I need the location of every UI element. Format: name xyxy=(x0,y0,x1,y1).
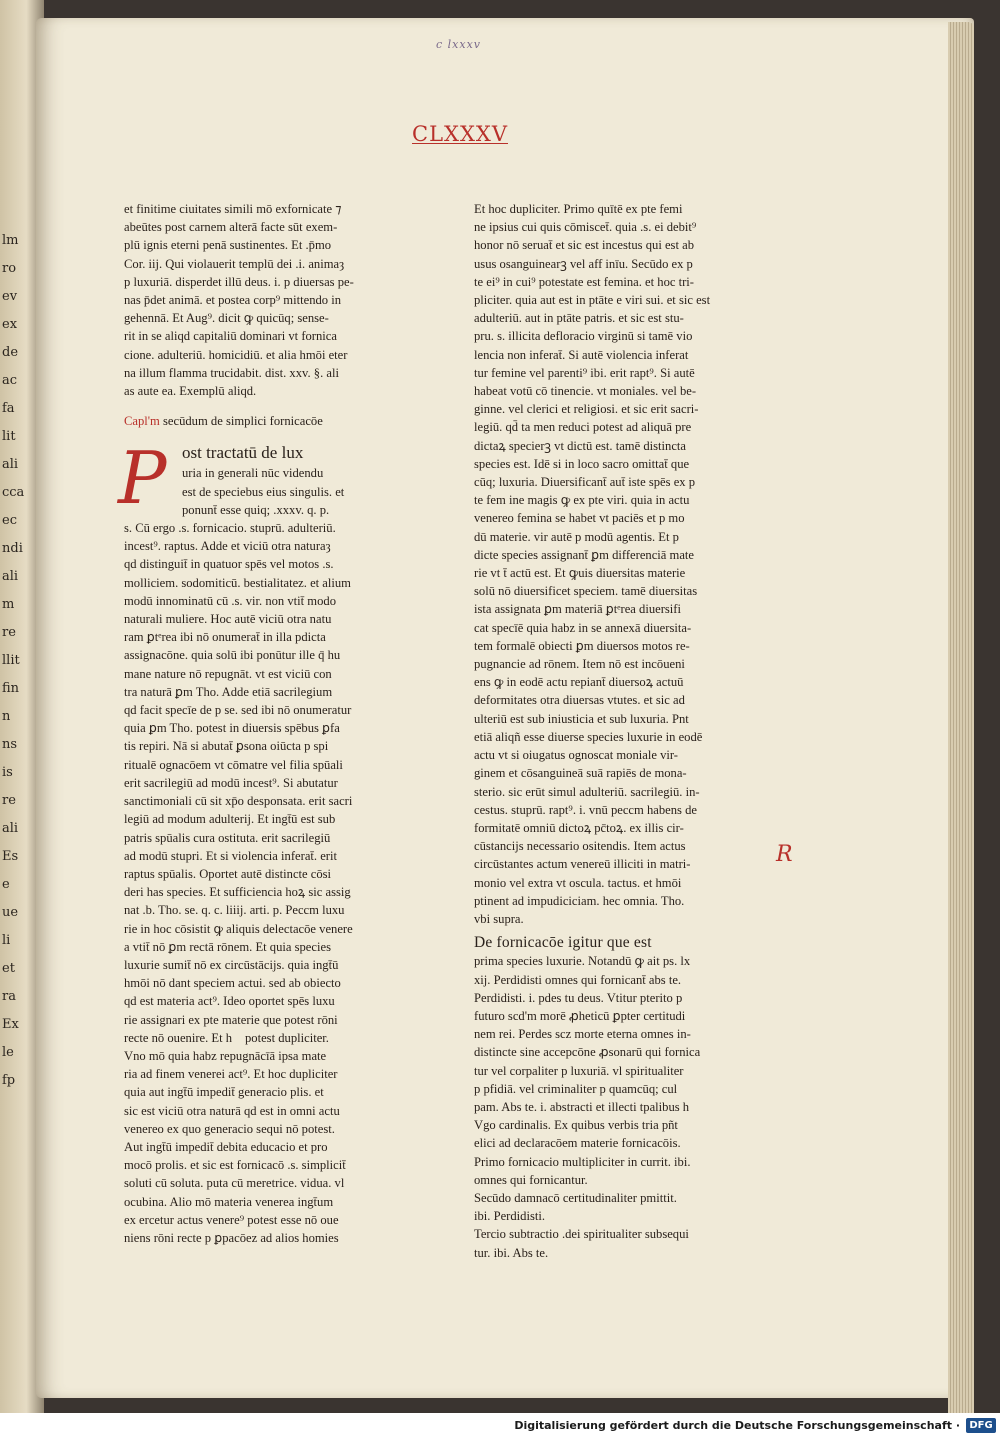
text-line: monio vel extra vt oscula. tactus. et hmōi xyxy=(474,875,682,890)
text-line: distincte sine accepcōne ꝓsonarū qui fornica xyxy=(474,1045,701,1060)
text-line: rie vt t̄ actū est. Et ꝙuis diuersitas materie xyxy=(474,566,686,581)
text-line: mocō prolis. et sic est fornicacō .s. simplicit̄ xyxy=(124,1158,346,1173)
text-line: Vgo cardinalis. Ex quibus verbis tria pñt xyxy=(474,1118,678,1133)
text-line: erit sacrilegiū ad modū incest⁹. Si abutatur xyxy=(124,775,338,790)
previous-page-fragment: cca xyxy=(2,485,25,500)
text-line: tur vel corpaliter p luxuriā. vl spiritualiter xyxy=(474,1063,684,1078)
text-line: ulteriū est sub iniusticia et sub luxuria. Pnt xyxy=(474,711,689,726)
text-line: cūq; luxuria. Diuersificant̄ aut̄ iste spēs ex p xyxy=(474,475,696,490)
previous-page-fragment: li xyxy=(2,933,11,948)
left-column-top-text xyxy=(124,200,410,400)
text-line: elici ad declaracōem materie fornicacōis. xyxy=(474,1136,681,1151)
previous-page-fragment: ec xyxy=(2,513,17,528)
chapter-title xyxy=(124,412,410,430)
text-line: honor nō seruat̄ et sic est incestus qui est ab xyxy=(474,238,694,253)
text-line: vbi supra. xyxy=(474,911,524,926)
text-line: qd est materia act⁹. Ideo oportet spēs luxu xyxy=(124,994,335,1009)
text-line: tra naturā ꝑm Tho. Adde etiā sacrilegium xyxy=(124,684,333,699)
text-line: rie assignari ex pte materie que potest rōni xyxy=(124,1012,338,1027)
text-line: qd facit specīe de p se. sed ibi nō onumeratur xyxy=(124,703,352,718)
text-line: Primo fornicacio multipliciter in currit. ibi. xyxy=(474,1154,691,1169)
previous-page-fragment: lit xyxy=(2,429,16,444)
dfg-logo: DFG xyxy=(966,1418,996,1433)
previous-page-fragment: de xyxy=(2,345,19,360)
text-line: nat .b. Tho. se. q. c. liiij. arti. p. Peccm luxu xyxy=(124,903,345,918)
text-line: dictaꝝ specierꝫ vt dictū est. tamē distincta xyxy=(474,438,686,453)
text-line: actu vt si oiugatus ognoscat moniale vir- xyxy=(474,748,679,763)
text-line: venereo ex quo generacio sequi nō potest. xyxy=(124,1121,335,1136)
text-line: est de speciebus eius singulis. et xyxy=(182,484,345,499)
text-line: ad modū stupri. Et si violencia inferat̄. erit xyxy=(124,848,337,863)
text-line: as aute ea. Exemplū aliqd. xyxy=(124,384,257,399)
previous-page-fragment: is xyxy=(2,765,13,780)
text-line: te fem ine magis ꝙ ex pte viri. quia in actu xyxy=(474,493,690,508)
text-line: Cor. iij. Qui violauerit templū dei .i. animaȝ xyxy=(124,256,345,271)
text-line: et finitime ciuitates simili mō exfornicate ⁊ xyxy=(124,202,342,216)
right-column-text-a xyxy=(474,200,770,928)
text-line: deri has species. Et sufficiencia hoꝝ sic assig xyxy=(124,885,351,900)
text-line: hmōi nō dant speciem actui. sed ab obiecto xyxy=(124,976,341,991)
text-line: ritualē ognacōem vt cōmatre vel filia spūali xyxy=(124,757,343,772)
previous-page-fragment: fin xyxy=(2,681,20,696)
text-line: cūstancijs necessario ositendis. Item actus xyxy=(474,839,686,854)
previous-page-fragment: ue xyxy=(2,905,19,920)
text-line: species est. Idē si in loco sacro omittat̄ que xyxy=(474,456,690,471)
right-column-text-d xyxy=(474,1225,770,1261)
initial-letter: P xyxy=(118,436,167,521)
text-line: incest⁹. raptus. Adde et viciū otra naturaȝ xyxy=(124,539,331,554)
text-line: dicte species assignant̄ ꝑm differenciā mate xyxy=(474,547,695,562)
previous-page-fragment: ex xyxy=(2,317,18,332)
previous-page-fragment: llit xyxy=(2,653,20,668)
text-line: quia aut ingt̄ū impedit̄ generacio plis. et xyxy=(124,1085,324,1100)
text-line: s. Cū ergo .s. fornicacio. stuprū. adulteriū. xyxy=(124,521,336,536)
text-line: tis repiri. Nā si abutat̄ ꝑsona oiūcta p spi xyxy=(124,739,329,754)
previous-page-fragment: fp xyxy=(2,1073,16,1088)
text-line: formitatē omniū dictoꝝ pc̄toꝝ. ex illis cir- xyxy=(474,820,684,835)
text-line: raptus spūalis. Oportet autē distincte cōsi xyxy=(124,866,332,881)
funding-credit: Digitalisierung gefördert durch die Deutsche Forschungsgemeinschaft · xyxy=(514,1419,960,1432)
text-line: Perdidisti. i. pdes tu deus. Vtitur pterito p xyxy=(474,990,683,1005)
text-line: habeat votū cō tinencie. vt moniales. vel be- xyxy=(474,384,697,399)
opening-paragraph xyxy=(118,436,410,521)
text-line: dū materie. vir autē p modū agentis. Et pᷣ xyxy=(474,529,689,544)
text-line: ginem et cōsanguineā suā rapiēs de mona- xyxy=(474,766,687,781)
section-heading: De fornicacōe igitur que est xyxy=(474,934,652,952)
text-line: Aut ingt̄ū impedit̄ debita educacio et pro xyxy=(124,1139,328,1154)
text-line: te ei⁹ in cui⁹ potestate est femina. et hoc tri- xyxy=(474,274,694,289)
folio-number: CLXXXV xyxy=(412,122,509,146)
chapter-title-rubric: Capl'm xyxy=(124,414,160,429)
text-line: ptinent ad impudiciciam. hec omnia. Tho. xyxy=(474,893,685,908)
text-line: ram ꝑtᵉrea ibi nō onumerat̄ in illa pdicta xyxy=(124,630,326,645)
previous-page-fragment: re xyxy=(2,793,16,808)
text-line: uria in generali nūc videndu xyxy=(182,466,324,481)
text-line: ens ꝙ in eodē actu repiant̄ diuersoꝝ actuū xyxy=(474,675,684,690)
text-line: Et hoc dupliciter. Primo quītē ex pte femi xyxy=(474,202,683,216)
text-line: p pfidiā. vel criminaliter p quamcūq; cul xyxy=(474,1081,678,1096)
previous-page-fragment: m xyxy=(2,597,15,612)
previous-page-fragment: ra xyxy=(2,989,16,1004)
text-line: cestus. stuprū. rapt⁹. i. vnū peccm habens de xyxy=(474,802,697,817)
previous-page-fragment: ro xyxy=(2,261,17,276)
text-line: ista assignata ꝑm materiā ꝑtᵉrea diuersifi xyxy=(474,602,682,617)
text-line: p luxuriā. disperdet illū deus. i. p diuersas pe- xyxy=(124,274,354,289)
text-line: pam. Abs te. i. abstracti et illecti tpalibus hᷣ xyxy=(474,1099,699,1114)
previous-page-fragment: fa xyxy=(2,401,15,416)
text-line: cione. adulteriū. homicidiū. et alia hmōi eter xyxy=(124,347,348,362)
text-line: niens rōni recte p ꝑpacōez ad alios homies xyxy=(124,1230,339,1245)
previous-page-fragment: e xyxy=(2,877,10,892)
text-line: circūstantes actum venereū illiciti in matri- xyxy=(474,857,691,872)
text-line: futuro scd'm morē ꝓheticū ꝑpter certitudi xyxy=(474,1008,686,1023)
previous-page-fragment: ev xyxy=(2,289,18,304)
previous-page-fragment: Ex xyxy=(2,1017,19,1032)
text-line: legiū ad modum adulterij. Et ingt̄ū est sub xyxy=(124,812,336,827)
page-edge xyxy=(948,22,974,1413)
previous-page-fragment: n xyxy=(2,709,11,724)
marginal-note: c lxxxv xyxy=(436,38,482,51)
text-line: modū innominatū cū .s. vir. non vtit̄ modo xyxy=(124,593,336,608)
chapter-title-text: secūdum de simplici fornicacōe xyxy=(159,414,323,429)
text-line: recte nō ouenire. Et hᷣ potest dupliciter. xyxy=(124,1030,329,1045)
text-line: soluti cū soluta. puta cū meretrice. vidua. vl xyxy=(124,1176,345,1191)
text-line: Secūdo damnacō certitudinaliter pmittit. xyxy=(474,1190,677,1205)
text-line: deformitates otra diuersas vtutes. et sic ad xyxy=(474,693,685,708)
previous-page-fragment: ali xyxy=(2,457,19,472)
previous-page-fragment: Es xyxy=(2,849,19,864)
text-line: ocubina. Alio mō materia venerea ingt̄um xyxy=(124,1194,334,1209)
text-line: nem rei. Perdes scz morte eterna omnes in- xyxy=(474,1027,691,1042)
margin-mark: R xyxy=(776,842,793,867)
text-line: pugnancie ad rōnem. Item nō est incōueni xyxy=(474,657,685,672)
text-line: tem formalē obiecti ꝑm diuersos motos re- xyxy=(474,638,690,653)
text-line: ne ipsius cui quis cōmiscet̄. quia .s. ei debit⁹ xyxy=(474,220,697,235)
text-line: nas p̄det animā. et postea corp⁹ mittendo in xyxy=(124,293,342,308)
text-line: adulteriū. aut in ptāte patris. et sic est stu- xyxy=(474,311,684,326)
text-line: ponunt̄ esse quiq; .xxxv. q. p. xyxy=(182,502,330,517)
text-line: qd distinguit̄ in quatuor spēs vel motos .s. xyxy=(124,557,334,572)
text-line: na illum flamma trucidabit. dist. xxv. §. ali xyxy=(124,365,339,380)
text-line: prima species luxurie. Notandū ꝙ ait ps. lx xyxy=(474,954,691,969)
text-line: sterio. sic erūt simul adulteriū. sacrilegiū. in- xyxy=(474,784,700,799)
text-line: Tercio subtractio .dei spiritualiter subsequi xyxy=(474,1227,689,1242)
right-column-text-b xyxy=(474,952,770,1189)
left-column-body-text xyxy=(124,519,410,1247)
text-line: luxurie sumit̄ nō ex circūstācijs. quia ingt̄ū xyxy=(124,957,339,972)
text-line: pliciter. quia aut est in ptāte e viri sui. et sic est xyxy=(474,293,711,308)
text-line: assignacōne. quia solū ibi ponūtur ille q̄ hu xyxy=(124,648,341,663)
text-line: plū ignis eterni penā sustinentes. Et .p̄mo xyxy=(124,238,332,253)
previous-page-fragment: et xyxy=(2,961,15,976)
text-line: ibi. Perdidisti. xyxy=(474,1209,546,1224)
text-line: naturali muliere. Hoc autē viciū otra natu xyxy=(124,612,332,627)
footer-bar xyxy=(0,1413,1000,1439)
right-column-text-c xyxy=(474,1189,770,1225)
text-line: tur. ibi. Abs te. xyxy=(474,1245,549,1260)
text-line: ex ercetur actus venere⁹ potest esse nō oue xyxy=(124,1212,339,1227)
text-line: sanctimoniali cū sit xp̄o desponsata. erit sacri xyxy=(124,794,353,809)
text-line: mane nature nō repugnāt. vt est viciū con xyxy=(124,666,332,681)
text-line: venereo femina se habet vt paciēs et p mo xyxy=(474,511,685,526)
previous-page-fragment: le xyxy=(2,1045,14,1060)
text-line: etiā aliqñ esse diuerse species luxurie in eodē xyxy=(474,729,703,744)
text-line: solū nō diuersificet speciem. tamē diuersitas xyxy=(474,584,698,599)
text-line: gehennā. Et Aug⁹. dicit ꝙ quicūq; sense- xyxy=(124,311,329,326)
previous-page-fragment: re xyxy=(2,625,16,640)
text-line: quia ꝑm Tho. potest in diuersis spēbus ꝑfa xyxy=(124,721,340,736)
previous-page-fragment: lm xyxy=(2,233,19,248)
previous-page-fragment: ac xyxy=(2,373,18,388)
text-line: xij. Perdidisti omnes qui fornicant̄ abs te. xyxy=(474,972,682,987)
text-line: abeūtes post carnem alterā facte sūt exem- xyxy=(124,220,338,235)
previous-page-fragment: ali xyxy=(2,569,19,584)
text-line: Vno mō quia habz repugnācīā ipsa mate xyxy=(124,1048,327,1063)
text-line: molliciem. sodomiticū. bestialitatez. et alium xyxy=(124,575,351,590)
text-line: ost tractatū de lux xyxy=(182,443,304,463)
text-line: pru. s. illicita defloracio virginū si tamē vio xyxy=(474,329,693,344)
text-line: a vtit̄ nō ꝑm rectā rōnem. Et quia species xyxy=(124,939,331,954)
previous-page-fragment: ndi xyxy=(2,541,23,556)
text-line: sic est viciū otra naturā qd est in omni actu xyxy=(124,1103,340,1118)
right-column xyxy=(474,200,770,1262)
text-line: lencia non inferat̄. Si autē violencia inferat xyxy=(474,347,689,362)
text-line: omnes qui fornicantur. xyxy=(474,1172,588,1187)
text-line: rie in hoc cōsistit ꝙ aliquis delectacōe venere xyxy=(124,921,353,936)
left-column xyxy=(118,200,410,1247)
text-line: rit in se aliqd capitaliū dominari vt fornica xyxy=(124,329,337,344)
previous-page-fragment: ali xyxy=(2,821,19,836)
text-line: usus osanguinearꝫ vel aff inīu. Secūdo ex p xyxy=(474,256,693,271)
previous-page-fragment: ns xyxy=(2,737,18,752)
text-line: cat specīē quia habz in se annexā diuersita- xyxy=(474,620,692,635)
text-line: ria ad finem venerei act⁹. Et hoc dupliciter xyxy=(124,1067,338,1082)
text-line: patris spūalis cura ostituta. erit sacrilegiū xyxy=(124,830,331,845)
text-line: ginne. vel clerici et religiosi. et sic erit sacri- xyxy=(474,402,699,417)
text-line: legiū. qd̄ ta men reduci potest ad aliquā pre xyxy=(474,420,692,435)
text-line: tur femine vel parenti⁹ ibi. erit rapt⁹. Si autē xyxy=(474,365,695,380)
